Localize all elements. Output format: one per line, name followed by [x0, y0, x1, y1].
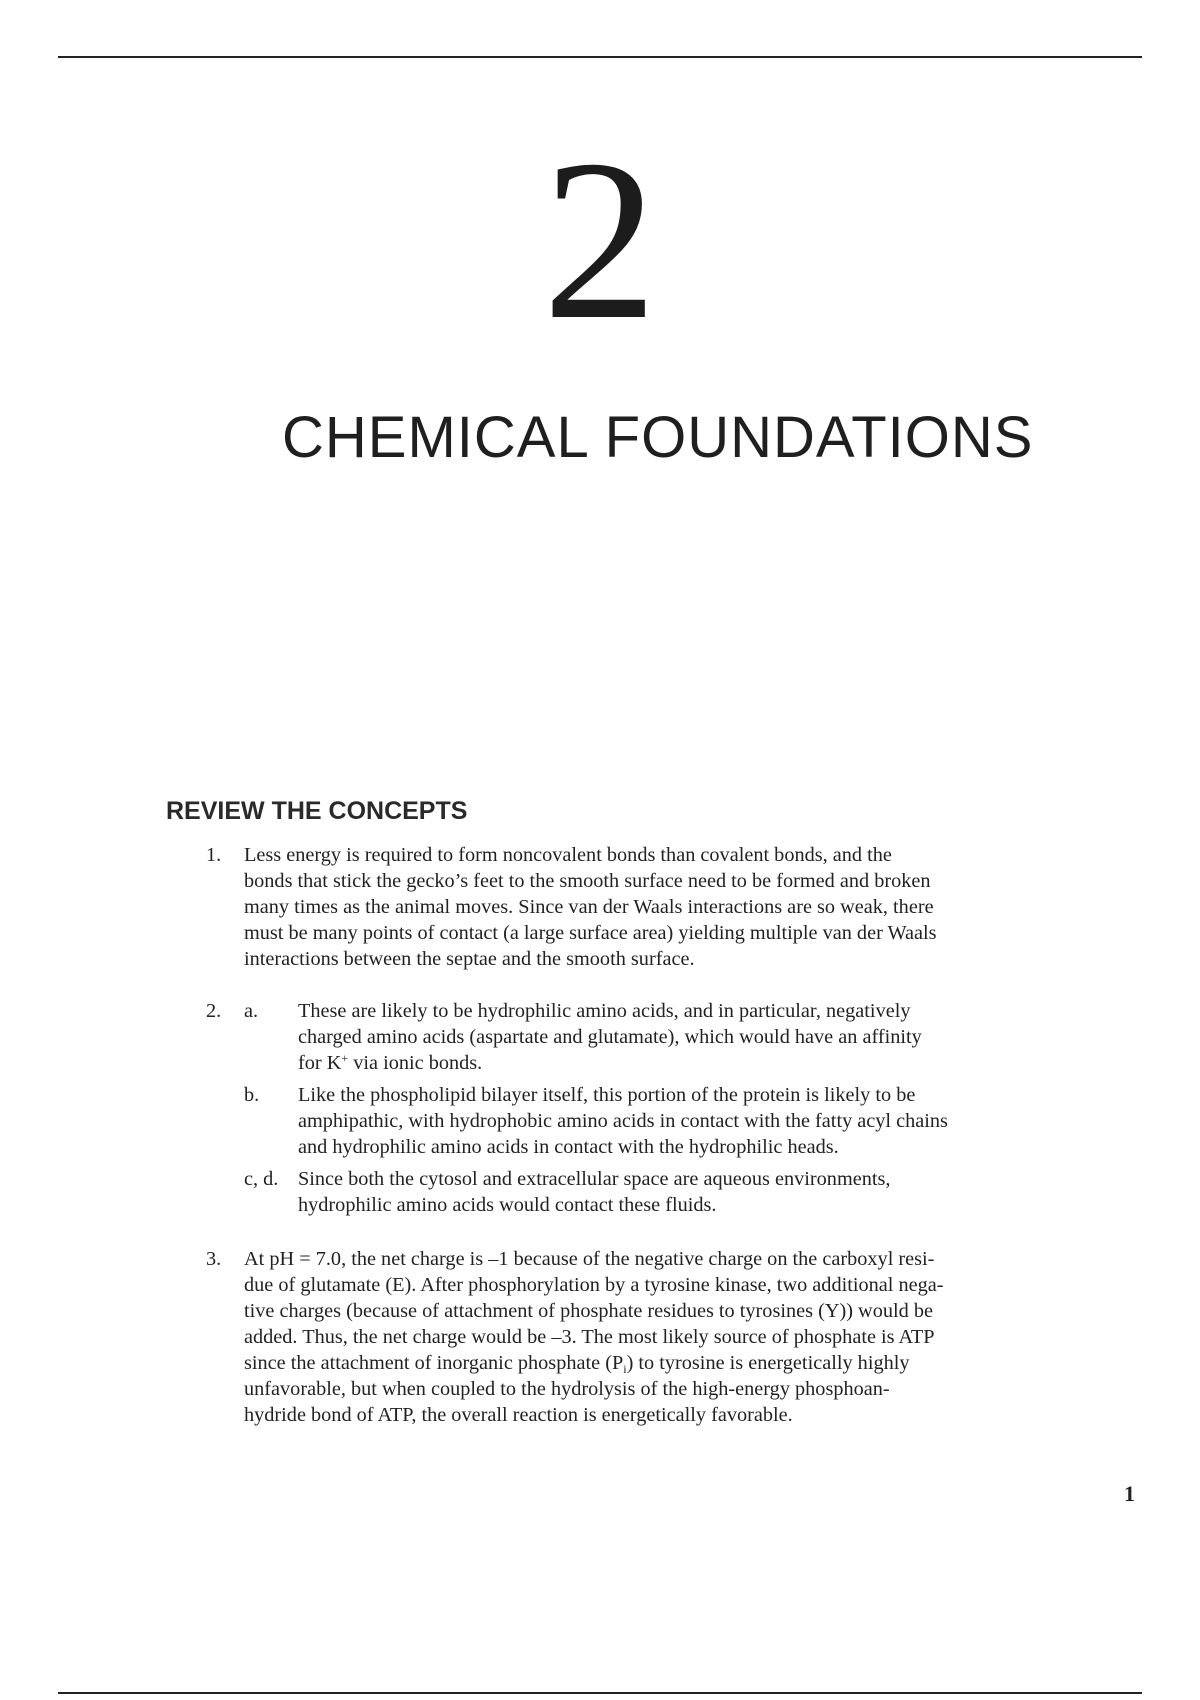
- text-line: amphipathic, with hydrophobic amino acids in contact with the fatty acyl chains: [298, 1110, 948, 1132]
- subitem-label: b.: [244, 1084, 260, 1106]
- item-text: [244, 1246, 1104, 1428]
- text-line: These are likely to be hydrophilic amino acids, and in particular, negatively: [298, 1000, 911, 1022]
- text-line: added. Thus, the net charge would be –3. The most likely source of phosphate is ATP: [244, 1326, 935, 1348]
- text-line: tive charges (because of attachment of phosphate residues to tyrosines (Y)) would be: [244, 1300, 933, 1322]
- text-line: Like the phospholipid bilayer itself, this portion of the protein is likely to be: [298, 1084, 916, 1106]
- page-number: 1: [1124, 1481, 1135, 1506]
- text-line: bonds that stick the gecko’s feet to the smooth surface need to be formed and broken: [244, 870, 931, 892]
- text-line: [244, 1350, 1104, 1376]
- subitem-text: [298, 998, 1098, 1076]
- section-heading: REVIEW THE CONCEPTS: [166, 797, 468, 825]
- subitem-text: [298, 1166, 1098, 1218]
- text-line: Since both the cytosol and extracellular space are aqueous environments,: [298, 1168, 891, 1190]
- text-line: [298, 1050, 1098, 1076]
- top-rule: [58, 56, 1142, 58]
- item-number: 2.: [206, 1000, 222, 1022]
- text-fragment: ) to tyrosine is energetically highly: [626, 1352, 910, 1374]
- bottom-rule: [58, 1692, 1142, 1694]
- superscript: +: [341, 1051, 349, 1065]
- text-line: interactions between the septae and the smooth surface.: [244, 948, 695, 970]
- text-line: must be many points of contact (a large surface area) yielding multiple van der Waals: [244, 922, 937, 944]
- text-line: At pH = 7.0, the net charge is –1 because of the negative charge on the carboxyl resi-: [244, 1248, 935, 1270]
- text-line: Less energy is required to form noncovalent bonds than covalent bonds, and the: [244, 844, 892, 866]
- text-line: unfavorable, but when coupled to the hydrolysis of the high-energy phosphoan-: [244, 1378, 890, 1400]
- item-text: [244, 842, 1104, 972]
- text-line: hydrophilic amino acids would contact these fluids.: [298, 1194, 717, 1216]
- text-fragment: via ionic bonds.: [348, 1052, 483, 1074]
- item-number: 1.: [206, 844, 222, 866]
- text-line: many times as the animal moves. Since van der Waals interactions are so weak, there: [244, 896, 934, 918]
- text-line: and hydrophilic amino acids in contact with the hydrophilic heads.: [298, 1136, 839, 1158]
- subitem-label: a.: [244, 1000, 259, 1022]
- subscript: i: [623, 1362, 627, 1376]
- subitem-label: c, d.: [244, 1168, 279, 1190]
- subitem-text: [298, 1082, 1098, 1160]
- text-line: due of glutamate (E). After phosphorylation by a tyrosine kinase, two additional nega-: [244, 1274, 944, 1296]
- text-fragment: for K: [298, 1052, 342, 1074]
- text-line: charged amino acids (aspartate and glutamate), which would have an affinity: [298, 1026, 922, 1048]
- chapter-number: 2: [542, 112, 658, 367]
- text-line: hydride bond of ATP, the overall reaction is energetically favorable.: [244, 1404, 793, 1426]
- text-fragment: since the attachment of inorganic phosphate (P: [244, 1352, 624, 1374]
- item-number: 3.: [206, 1248, 222, 1270]
- chapter-title: CHEMICAL FOUNDATIONS: [282, 405, 1034, 470]
